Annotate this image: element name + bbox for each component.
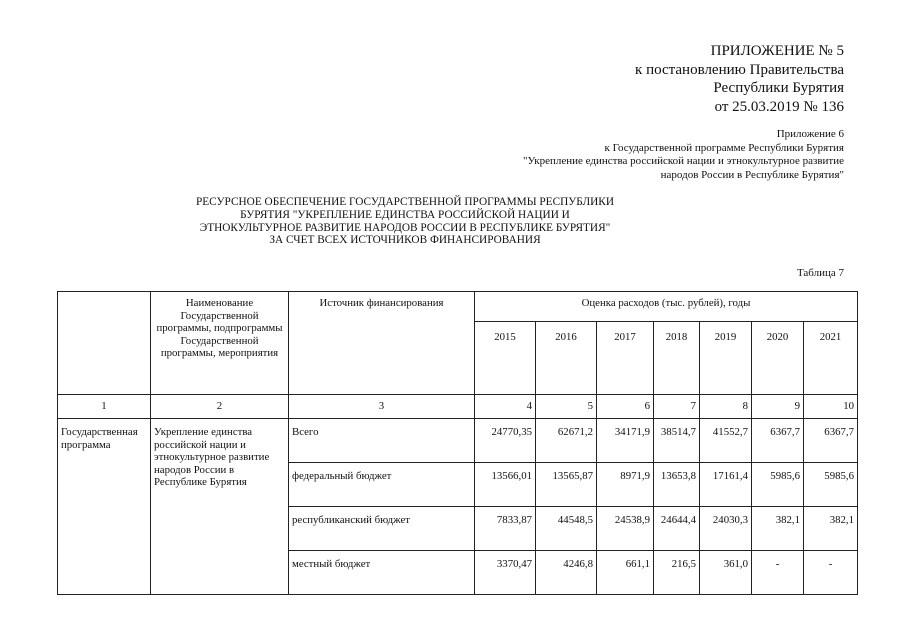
appendix-header xyxy=(635,42,844,116)
value-cell: 41552,7 xyxy=(700,419,752,463)
source-cell: республиканский бюджет xyxy=(289,507,475,551)
program-status-cell: Государственная программа xyxy=(58,419,151,595)
column-number: 3 xyxy=(289,395,475,419)
column-number: 5 xyxy=(536,395,597,419)
table-row xyxy=(58,419,858,463)
header-empty-cell xyxy=(58,292,151,395)
value-cell: 24030,3 xyxy=(700,507,752,551)
value-cell: 17161,4 xyxy=(700,463,752,507)
value-cell: 38514,7 xyxy=(654,419,700,463)
value-cell: 661,1 xyxy=(597,551,654,595)
column-number: 8 xyxy=(700,395,752,419)
value-cell: 5985,6 xyxy=(804,463,858,507)
value-cell: - xyxy=(752,551,804,595)
year-2018: 2018 xyxy=(654,322,700,395)
value-cell: 8971,9 xyxy=(597,463,654,507)
year-2017: 2017 xyxy=(597,322,654,395)
value-cell: 6367,7 xyxy=(752,419,804,463)
column-number: 2 xyxy=(151,395,289,419)
appendix-block xyxy=(523,128,844,182)
value-cell: - xyxy=(804,551,858,595)
title-line4: ЗА СЧЕТ ВСЕХ ИСТОЧНИКОВ ФИНАНСИРОВАНИЯ xyxy=(269,234,541,247)
year-2016: 2016 xyxy=(536,322,597,395)
value-cell: 34171,9 xyxy=(597,419,654,463)
resource-table xyxy=(57,291,858,595)
appendix-header-line3: Республики Бурятия xyxy=(713,80,844,96)
header-source: Источник финансирования xyxy=(289,292,475,395)
year-2019: 2019 xyxy=(700,322,752,395)
value-cell: 7833,87 xyxy=(475,507,536,551)
value-cell: 382,1 xyxy=(804,507,858,551)
appendix-block-line1: Приложение 6 xyxy=(776,128,844,140)
header-estimate: Оценка расходов (тыс. рублей), годы xyxy=(475,292,858,322)
header-row xyxy=(58,292,858,322)
column-number: 1 xyxy=(58,395,151,419)
source-cell: федеральный бюджет xyxy=(289,463,475,507)
column-number: 6 xyxy=(597,395,654,419)
document-title xyxy=(190,196,620,247)
title-line2: БУРЯТИЯ "УКРЕПЛЕНИЕ ЕДИНСТВА РОССИЙСКОЙ НАЦИИ И xyxy=(240,208,570,221)
value-cell: 3370,47 xyxy=(475,551,536,595)
column-number: 7 xyxy=(654,395,700,419)
column-number: 10 xyxy=(804,395,858,419)
value-cell: 24770,35 xyxy=(475,419,536,463)
column-number: 9 xyxy=(752,395,804,419)
appendix-block-line3: "Укрепление единства российской нации и этнокультурное развитие xyxy=(522,155,844,167)
source-cell: местный бюджет xyxy=(289,551,475,595)
value-cell: 13566,01 xyxy=(475,463,536,507)
appendix-header-line2: к постановлению Правительства xyxy=(635,61,844,78)
value-cell: 4246,8 xyxy=(536,551,597,595)
appendix-block-line4: народов России в Республике Бурятия" xyxy=(660,168,844,181)
appendix-header-line4: от 25.03.2019 № 136 xyxy=(714,98,844,115)
appendix-block-line2: к Государственной программе Республики Бурятия xyxy=(604,141,844,154)
value-cell: 5985,6 xyxy=(752,463,804,507)
title-line1: РЕСУРСНОЕ ОБЕСПЕЧЕНИЕ ГОСУДАРСТВЕННОЙ ПРОГРАММЫ РЕСПУБЛИКИ xyxy=(195,196,614,208)
value-cell: 216,5 xyxy=(654,551,700,595)
program-name-cell: Укрепление единства российской нации и этнокультурное развитие народов России в Республике Бурятия xyxy=(151,419,289,595)
column-number: 4 xyxy=(475,395,536,419)
year-2021: 2021 xyxy=(804,322,858,395)
value-cell: 382,1 xyxy=(752,507,804,551)
column-number-row xyxy=(58,395,858,419)
value-cell: 361,0 xyxy=(700,551,752,595)
header-name: Наименование Государственной программы, подпрограммы Государственной программы, мероприятия xyxy=(151,292,289,395)
value-cell: 6367,7 xyxy=(804,419,858,463)
title-line3: ЭТНОКУЛЬТУРНОЕ РАЗВИТИЕ НАРОДОВ РОССИИ В РЕСПУБЛИКЕ БУРЯТИЯ" xyxy=(199,221,611,234)
source-cell: Всего xyxy=(289,419,475,463)
value-cell: 62671,2 xyxy=(536,419,597,463)
value-cell: 44548,5 xyxy=(536,507,597,551)
table-label: Таблица 7 xyxy=(796,267,844,279)
value-cell: 13565,87 xyxy=(536,463,597,507)
year-2020: 2020 xyxy=(752,322,804,395)
year-2015: 2015 xyxy=(475,322,536,395)
value-cell: 13653,8 xyxy=(654,463,700,507)
value-cell: 24644,4 xyxy=(654,507,700,551)
value-cell: 24538,9 xyxy=(597,507,654,551)
appendix-header-line1: ПРИЛОЖЕНИЕ № 5 xyxy=(710,43,844,59)
